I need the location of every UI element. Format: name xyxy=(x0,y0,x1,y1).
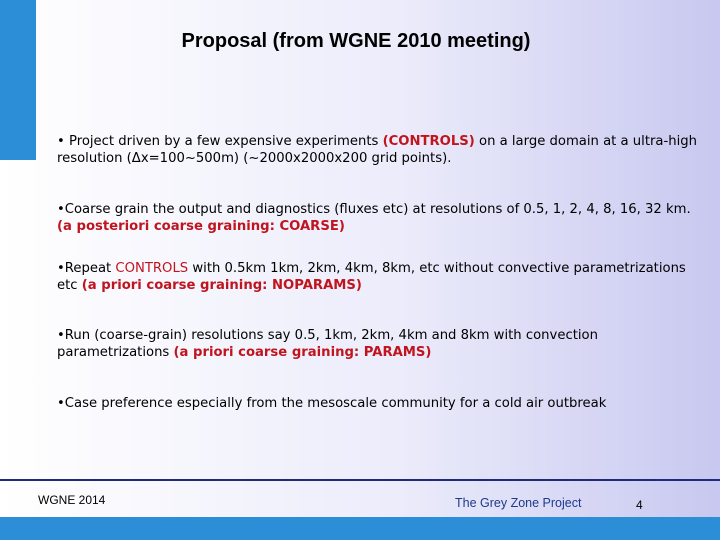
page-number: 4 xyxy=(636,498,643,512)
highlight-text: CONTROLS xyxy=(115,261,189,276)
highlight-text: (a posteriori coarse graining: COARSE) xyxy=(57,219,345,234)
left-accent-bar xyxy=(0,0,36,160)
highlight-text: (a priori coarse graining: NOPARAMS) xyxy=(81,278,362,293)
bullet-params xyxy=(57,327,697,361)
bullet-text: •Coarse grain the output and diagnostics (fluxes etc) at resolutions of 0.5, 1, 2, 4, 8, 16, 32 km. xyxy=(57,202,691,217)
bullet-text: •Case preference especially from the mesoscale community for a cold air outbreak xyxy=(57,396,607,411)
bullet-case-preference xyxy=(57,395,697,412)
footer-accent-bar xyxy=(0,517,720,540)
bullet-coarse xyxy=(57,201,697,235)
highlight-text: (a priori coarse graining: PARAMS) xyxy=(173,345,432,360)
bullet-text: •Repeat xyxy=(57,261,116,276)
bullet-text: on a large domain at a ultra-high resolution (Δx=100~500m) (~2000x2000x200 grid points). xyxy=(57,134,698,166)
highlight-text: (CONTROLS) xyxy=(382,134,475,149)
footer-project-name: The Grey Zone Project xyxy=(455,496,582,510)
bullet-noparams xyxy=(57,260,697,294)
slide-title: Proposal (from WGNE 2010 meeting) xyxy=(181,30,531,52)
bullet-text: •Run (coarse-grain) resolutions say 0.5, 1km, 2km, 4km and 8km with convection parametrizations xyxy=(57,328,598,360)
bullet-text: with 0.5km 1km, 2km, 4km, 8km, etc without convective parametrizations etc xyxy=(57,261,686,293)
bullet-controls xyxy=(57,133,697,167)
footer-divider xyxy=(0,479,720,481)
bullet-text: • Project driven by a few expensive experiments xyxy=(57,134,383,149)
footer-event: WGNE 2014 xyxy=(38,493,106,507)
